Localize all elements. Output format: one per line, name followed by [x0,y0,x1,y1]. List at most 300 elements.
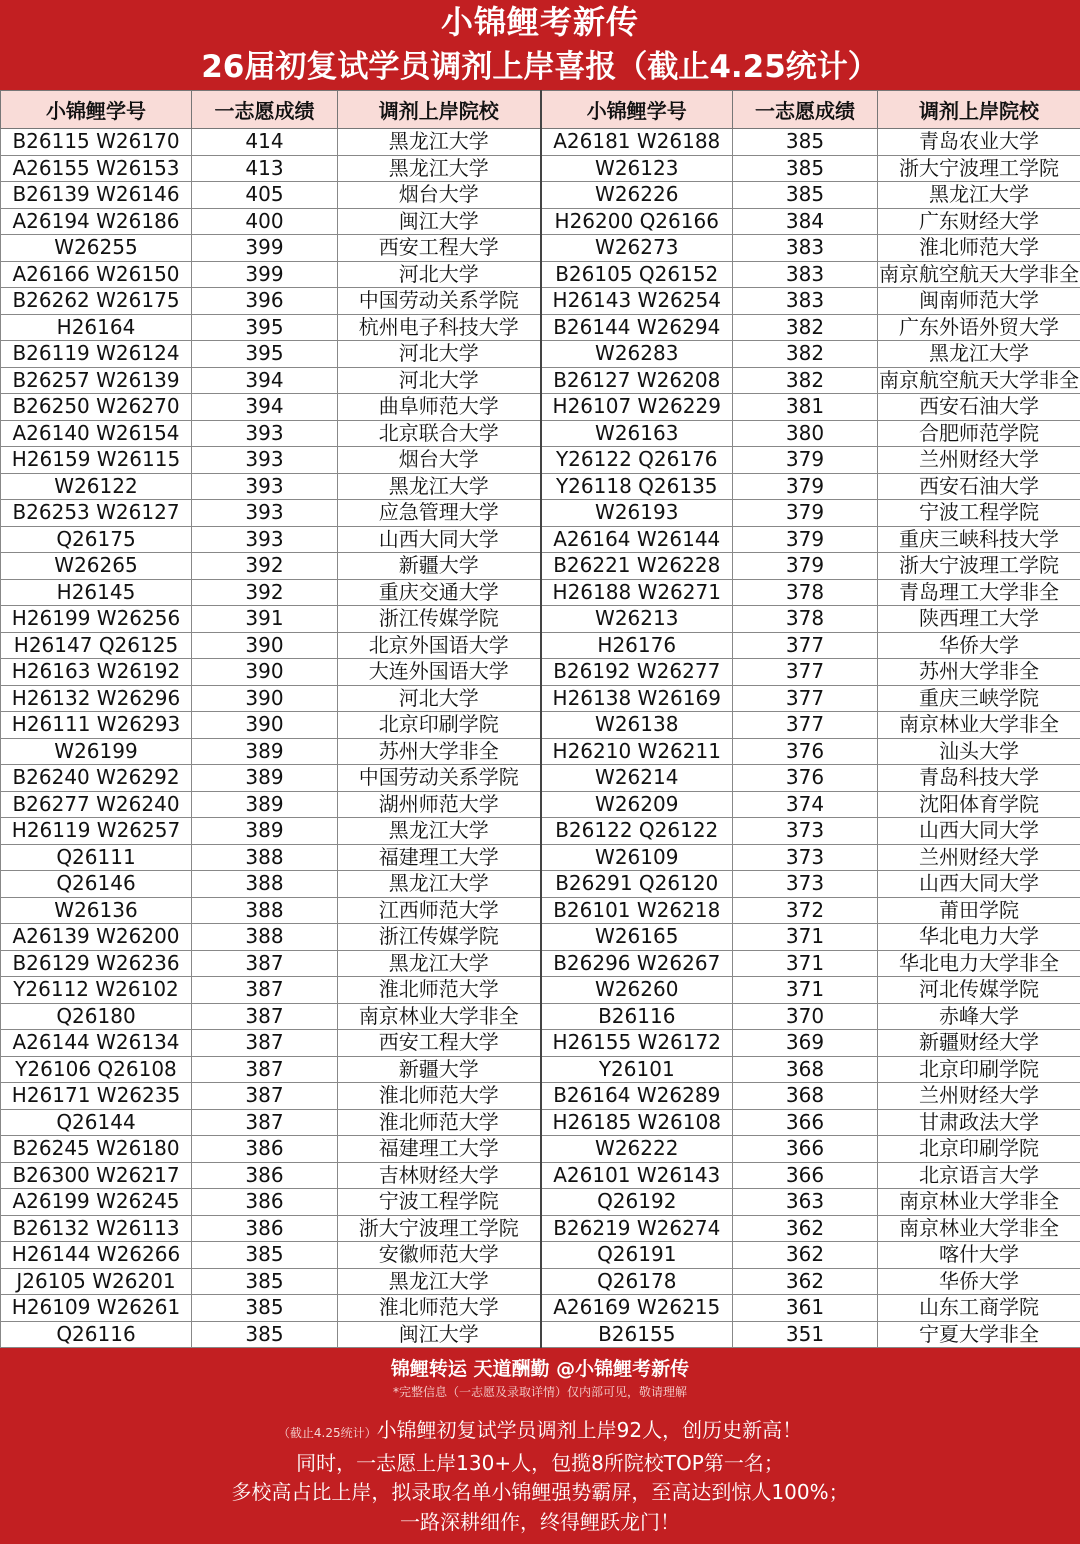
score-cell: 378 [733,606,878,633]
score-cell: 387 [192,977,338,1004]
school-cell: 北京印刷学院 [878,1056,1080,1083]
student-id-cell: B26192 W26277 [541,659,733,686]
school-cell: 汕头大学 [878,738,1080,765]
table-row [1,579,1080,606]
table-row [1,1136,1080,1163]
score-cell: 387 [192,1109,338,1136]
score-cell: 399 [192,261,338,288]
school-cell: 浙大宁波理工学院 [878,155,1080,182]
student-id-cell: B26122 Q26122 [541,818,733,845]
student-id-cell: Y26106 Q26108 [1,1056,192,1083]
table-row [1,288,1080,315]
score-cell: 391 [192,606,338,633]
score-cell: 377 [733,659,878,686]
school-cell: 合肥师范学院 [878,420,1080,447]
student-id-cell: W26273 [541,235,733,262]
student-id-cell: B26116 [541,1003,733,1030]
table-row [1,129,1080,156]
student-id-cell: H26164 [1,314,192,341]
table-row [1,950,1080,977]
student-id-cell: B26250 W26270 [1,394,192,421]
score-cell: 366 [733,1162,878,1189]
school-cell: 宁波工程学院 [338,1189,541,1216]
student-id-cell: A26101 W26143 [541,1162,733,1189]
student-id-cell: W26193 [541,500,733,527]
student-id-cell: B26155 [541,1321,733,1348]
school-cell: 华侨大学 [878,1268,1080,1295]
school-cell: 淮北师范大学 [338,1295,541,1322]
score-cell: 384 [733,208,878,235]
score-cell: 383 [733,288,878,315]
footer-stat-prefix: （截止4.25统计） [277,1426,377,1440]
student-id-cell: W26138 [541,712,733,739]
score-cell: 371 [733,924,878,951]
school-cell: 兰州财经大学 [878,447,1080,474]
student-id-cell: B26105 Q26152 [541,261,733,288]
table-row [1,871,1080,898]
school-cell: 北京外国语大学 [338,632,541,659]
table-row [1,924,1080,951]
score-cell: 386 [192,1162,338,1189]
student-id-cell: B26127 W26208 [541,367,733,394]
school-cell: 苏州大学非全 [878,659,1080,686]
table-row [1,897,1080,924]
school-cell: 西安工程大学 [338,1030,541,1057]
school-cell: 赤峰大学 [878,1003,1080,1030]
school-cell: 南京航空航天大学非全 [879,261,1079,286]
student-id-cell: H26185 W26108 [541,1109,733,1136]
admission-table [0,90,1080,1348]
table-row [1,155,1080,182]
header-student-id: 小锦鲤学号 [1,91,192,129]
poster-title: 26届初复试学员调剂上岸喜报（截止4.25统计） [201,49,879,85]
table-row [1,1321,1080,1348]
score-cell: 380 [733,420,878,447]
score-cell: 368 [733,1056,878,1083]
student-id-cell: Q26178 [541,1268,733,1295]
table-row [1,818,1080,845]
student-id-cell: H26188 W26271 [541,579,733,606]
score-cell: 379 [733,447,878,474]
score-cell: 388 [192,871,338,898]
score-cell: 374 [733,791,878,818]
student-id-cell: B26132 W26113 [1,1215,192,1242]
header-first-choice-score: 一志愿成绩 [192,91,338,129]
school-cell: 大连外国语大学 [338,659,541,686]
score-cell: 362 [733,1242,878,1269]
table-header-row [1,91,1080,129]
table-row [1,1003,1080,1030]
score-cell: 387 [192,1083,338,1110]
school-cell: 青岛理工大学非全 [878,579,1080,606]
score-cell: 395 [192,341,338,368]
school-cell: 中国劳动关系学院 [338,288,541,315]
school-cell: 重庆交通大学 [338,579,541,606]
score-cell: 381 [733,394,878,421]
table-row [1,738,1080,765]
footer-note: *完整信息（一志愿及录取详情）仅内部可见，敬请理解 [392,1385,687,1399]
school-cell: 烟台大学 [338,447,541,474]
school-cell: 淮北师范大学 [878,235,1080,262]
student-id-cell: B26277 W26240 [1,791,192,818]
school-cell: 福建理工大学 [338,1136,541,1163]
score-cell: 388 [192,897,338,924]
student-id-cell: H26119 W26257 [1,818,192,845]
score-cell: 390 [192,685,338,712]
table-row [1,394,1080,421]
school-cell: 山西大同大学 [878,871,1080,898]
student-id-cell: B26257 W26139 [1,367,192,394]
student-id-cell: A26139 W26200 [1,924,192,951]
student-id-cell: Q26146 [1,871,192,898]
table-row [1,606,1080,633]
school-cell: 黑龙江大学 [338,1268,541,1295]
school-cell: 南京林业大学非全 [878,1215,1080,1242]
school-cell: 青岛科技大学 [878,765,1080,792]
school-cell: 闽江大学 [338,208,541,235]
student-id-cell: A26181 W26188 [541,129,733,156]
student-id-cell: H26163 W26192 [1,659,192,686]
student-id-cell: B26144 W26294 [541,314,733,341]
student-id-cell: A26166 W26150 [1,261,192,288]
student-id-cell: B26119 W26124 [1,341,192,368]
score-cell: 372 [733,897,878,924]
student-id-cell: J26105 W26201 [1,1268,192,1295]
school-cell: 曲阜师范大学 [338,394,541,421]
student-id-cell: B26296 W26267 [541,950,733,977]
score-cell: 385 [192,1268,338,1295]
student-id-cell: B26245 W26180 [1,1136,192,1163]
score-cell: 376 [733,738,878,765]
score-cell: 361 [733,1295,878,1322]
school-cell: 山东工商学院 [878,1295,1080,1322]
score-cell: 377 [733,632,878,659]
student-id-cell: H26147 Q26125 [1,632,192,659]
student-id-cell: A26144 W26134 [1,1030,192,1057]
student-id-cell: A26194 W26186 [1,208,192,235]
student-id-cell: H26199 W26256 [1,606,192,633]
score-cell: 400 [192,208,338,235]
score-cell: 393 [192,526,338,553]
student-id-cell: Q26111 [1,844,192,871]
school-cell: 河北传媒学院 [878,977,1080,1004]
school-cell: 重庆三峡科技大学 [878,526,1080,553]
school-cell: 应急管理大学 [338,500,541,527]
table-row [1,473,1080,500]
table-row [1,500,1080,527]
student-id-cell: A26169 W26215 [541,1295,733,1322]
school-cell: 福建理工大学 [338,844,541,871]
score-cell: 389 [192,765,338,792]
score-cell: 386 [192,1189,338,1216]
student-id-cell: Q26191 [541,1242,733,1269]
student-id-cell: W26163 [541,420,733,447]
student-id-cell: B26164 W26289 [541,1083,733,1110]
score-cell: 385 [192,1242,338,1269]
student-id-cell: Y26112 W26102 [1,977,192,1004]
student-id-cell: W26265 [1,553,192,580]
table-row [1,341,1080,368]
score-cell: 369 [733,1030,878,1057]
score-cell: 379 [733,526,878,553]
school-cell: 安徽师范大学 [338,1242,541,1269]
table-row [1,553,1080,580]
school-cell: 黑龙江大学 [878,182,1080,209]
footer-slogan: 锦鲤转运 天道酬勤 @小锦鲤考新传 [390,1358,690,1380]
table-row [1,977,1080,1004]
student-id-cell: Q26144 [1,1109,192,1136]
school-cell: 陕西理工大学 [878,606,1080,633]
school-cell: 黑龙江大学 [338,871,541,898]
score-cell: 373 [733,818,878,845]
school-cell: 宁夏大学非全 [878,1321,1080,1348]
school-cell: 兰州财经大学 [878,1083,1080,1110]
score-cell: 371 [733,950,878,977]
student-id-cell: W26260 [541,977,733,1004]
score-cell: 387 [192,1003,338,1030]
student-id-cell: B26115 W26170 [1,129,192,156]
student-id-cell: W26214 [541,765,733,792]
brand-name: 小锦鲤考新传 [440,3,639,41]
table-row [1,1162,1080,1189]
score-cell: 405 [192,182,338,209]
school-cell: 山西大同大学 [338,526,541,553]
table-row [1,791,1080,818]
table-row [1,420,1080,447]
table-row [1,1083,1080,1110]
school-cell: 淮北师范大学 [338,1109,541,1136]
score-cell: 378 [733,579,878,606]
student-id-cell: H26171 W26235 [1,1083,192,1110]
student-id-cell: W26213 [541,606,733,633]
table-row [1,632,1080,659]
school-cell: 黑龙江大学 [338,818,541,845]
score-cell: 368 [733,1083,878,1110]
student-id-cell: H26144 W26266 [1,1242,192,1269]
student-id-cell: H26109 W26261 [1,1295,192,1322]
score-cell: 393 [192,473,338,500]
score-cell: 387 [192,1056,338,1083]
school-cell: 黑龙江大学 [338,950,541,977]
poster-header [0,0,1080,90]
table-row [1,367,1080,394]
school-cell: 河北大学 [338,367,541,394]
student-id-cell: Q26116 [1,1321,192,1348]
footer-stat-line [0,1416,1080,1449]
school-cell: 河北大学 [338,261,541,288]
score-cell: 377 [733,685,878,712]
student-id-cell: H26111 W26293 [1,712,192,739]
table-row [1,261,1080,288]
score-cell: 385 [733,129,878,156]
school-cell: 新疆大学 [338,553,541,580]
score-cell: 395 [192,314,338,341]
score-cell: 376 [733,765,878,792]
score-cell: 396 [192,288,338,315]
student-id-cell: B26219 W26274 [541,1215,733,1242]
table-row [1,765,1080,792]
school-cell: 烟台大学 [338,182,541,209]
school-cell: 北京印刷学院 [878,1136,1080,1163]
student-id-cell: W26283 [541,341,733,368]
score-cell: 383 [733,261,878,288]
score-cell: 382 [733,314,878,341]
score-cell: 362 [733,1268,878,1295]
score-cell: 392 [192,579,338,606]
school-cell: 华侨大学 [878,632,1080,659]
student-id-cell: H26210 W26211 [541,738,733,765]
score-cell: 392 [192,553,338,580]
score-cell: 393 [192,447,338,474]
student-id-cell: B26129 W26236 [1,950,192,977]
school-cell: 闽江大学 [338,1321,541,1348]
header-student-id: 小锦鲤学号 [541,91,733,129]
score-cell: 389 [192,738,338,765]
header-admitted-school: 调剂上岸院校 [338,91,541,129]
student-id-cell: W26199 [1,738,192,765]
table-row [1,314,1080,341]
footer-line-4: 一路深耕细作，终得鲤跃龙门！ [400,1509,680,1534]
student-id-cell: Y26122 Q26176 [541,447,733,474]
student-id-cell: W26136 [1,897,192,924]
table-row [1,1056,1080,1083]
score-cell: 383 [733,235,878,262]
school-cell: 吉林财经大学 [338,1162,541,1189]
school-cell: 中国劳动关系学院 [338,765,541,792]
score-cell: 373 [733,844,878,871]
table-row [1,1295,1080,1322]
table-row [1,685,1080,712]
school-cell: 浙大宁波理工学院 [878,553,1080,580]
student-id-cell: B26139 W26146 [1,182,192,209]
school-cell: 西安石油大学 [878,473,1080,500]
score-cell: 366 [733,1136,878,1163]
school-cell: 黑龙江大学 [338,129,541,156]
table-row [1,844,1080,871]
table-row [1,208,1080,235]
student-id-cell: A26140 W26154 [1,420,192,447]
student-id-cell: W26255 [1,235,192,262]
score-cell: 386 [192,1136,338,1163]
score-cell: 390 [192,712,338,739]
school-cell: 河北大学 [338,341,541,368]
school-cell: 北京语言大学 [878,1162,1080,1189]
school-cell: 沈阳体育学院 [878,791,1080,818]
score-cell: 388 [192,844,338,871]
student-id-cell: W26122 [1,473,192,500]
score-cell: 379 [733,553,878,580]
school-cell: 兰州财经大学 [878,844,1080,871]
table-row [1,526,1080,553]
score-cell: 394 [192,394,338,421]
score-cell: 377 [733,712,878,739]
school-cell: 北京联合大学 [338,420,541,447]
table-row [1,659,1080,686]
student-id-cell: W26226 [541,182,733,209]
school-cell: 南京林业大学非全 [878,712,1080,739]
header-first-choice-score: 一志愿成绩 [733,91,878,129]
student-id-cell: H26143 W26254 [541,288,733,315]
school-cell: 北京印刷学院 [338,712,541,739]
score-cell: 390 [192,632,338,659]
school-cell: 华北电力大学 [878,924,1080,951]
student-id-cell: H26132 W26296 [1,685,192,712]
score-cell: 387 [192,1030,338,1057]
school-cell: 喀什大学 [878,1242,1080,1269]
school-cell: 莆田学院 [878,897,1080,924]
school-cell: 新疆财经大学 [878,1030,1080,1057]
score-cell: 393 [192,420,338,447]
table-body [1,129,1080,1348]
school-cell: 甘肃政法大学 [878,1109,1080,1136]
score-cell: 393 [192,500,338,527]
score-cell: 382 [733,341,878,368]
school-cell: 青岛农业大学 [878,129,1080,156]
score-cell: 362 [733,1215,878,1242]
school-cell: 江西师范大学 [338,897,541,924]
student-id-cell: B26101 W26218 [541,897,733,924]
school-cell: 广东外语外贸大学 [878,314,1080,341]
school-cell: 宁波工程学院 [878,500,1080,527]
score-cell: 379 [733,473,878,500]
school-cell: 苏州大学非全 [338,738,541,765]
school-cell: 杭州电子科技大学 [338,314,541,341]
school-cell: 西安工程大学 [338,235,541,262]
student-id-cell: Q26192 [541,1189,733,1216]
score-cell: 366 [733,1109,878,1136]
school-cell: 黑龙江大学 [878,341,1080,368]
table-row [1,1189,1080,1216]
student-id-cell: A26199 W26245 [1,1189,192,1216]
table-row [1,1215,1080,1242]
school-cell: 华北电力大学非全 [878,950,1080,977]
student-id-cell: Q26180 [1,1003,192,1030]
school-cell: 湖州师范大学 [338,791,541,818]
poster-footer [0,1352,1080,1544]
score-cell: 351 [733,1321,878,1348]
score-cell: 373 [733,871,878,898]
score-cell: 385 [733,155,878,182]
footer-stat-text: 小锦鲤初复试学员调剂上岸92人，创历史新高！ [376,1418,803,1442]
student-id-cell: Y26118 Q26135 [541,473,733,500]
school-cell: 浙大宁波理工学院 [338,1215,541,1242]
school-cell: 黑龙江大学 [338,473,541,500]
header-admitted-school: 调剂上岸院校 [878,91,1080,129]
score-cell: 386 [192,1215,338,1242]
score-cell: 388 [192,924,338,951]
score-cell: 390 [192,659,338,686]
footer-line-2: 同时，一志愿上岸130+人，包揽8所院校TOP第一名； [296,1450,784,1475]
student-id-cell: H26159 W26115 [1,447,192,474]
score-cell: 363 [733,1189,878,1216]
score-cell: 370 [733,1003,878,1030]
school-cell: 重庆三峡学院 [878,685,1080,712]
student-id-cell: H26176 [541,632,733,659]
table-row [1,235,1080,262]
student-id-cell: B26291 Q26120 [541,871,733,898]
score-cell: 387 [192,950,338,977]
school-cell: 河北大学 [338,685,541,712]
student-id-cell: B26262 W26175 [1,288,192,315]
student-id-cell: H26145 [1,579,192,606]
score-cell: 371 [733,977,878,1004]
score-cell: 385 [192,1321,338,1348]
footer-line-3: 多校高占比上岸，拟录取名单小锦鲤强势霸屏，至高达到惊人100%； [231,1480,849,1504]
table-row [1,712,1080,739]
student-id-cell: B26253 W26127 [1,500,192,527]
school-cell: 广东财经大学 [878,208,1080,235]
score-cell: 382 [733,367,878,394]
